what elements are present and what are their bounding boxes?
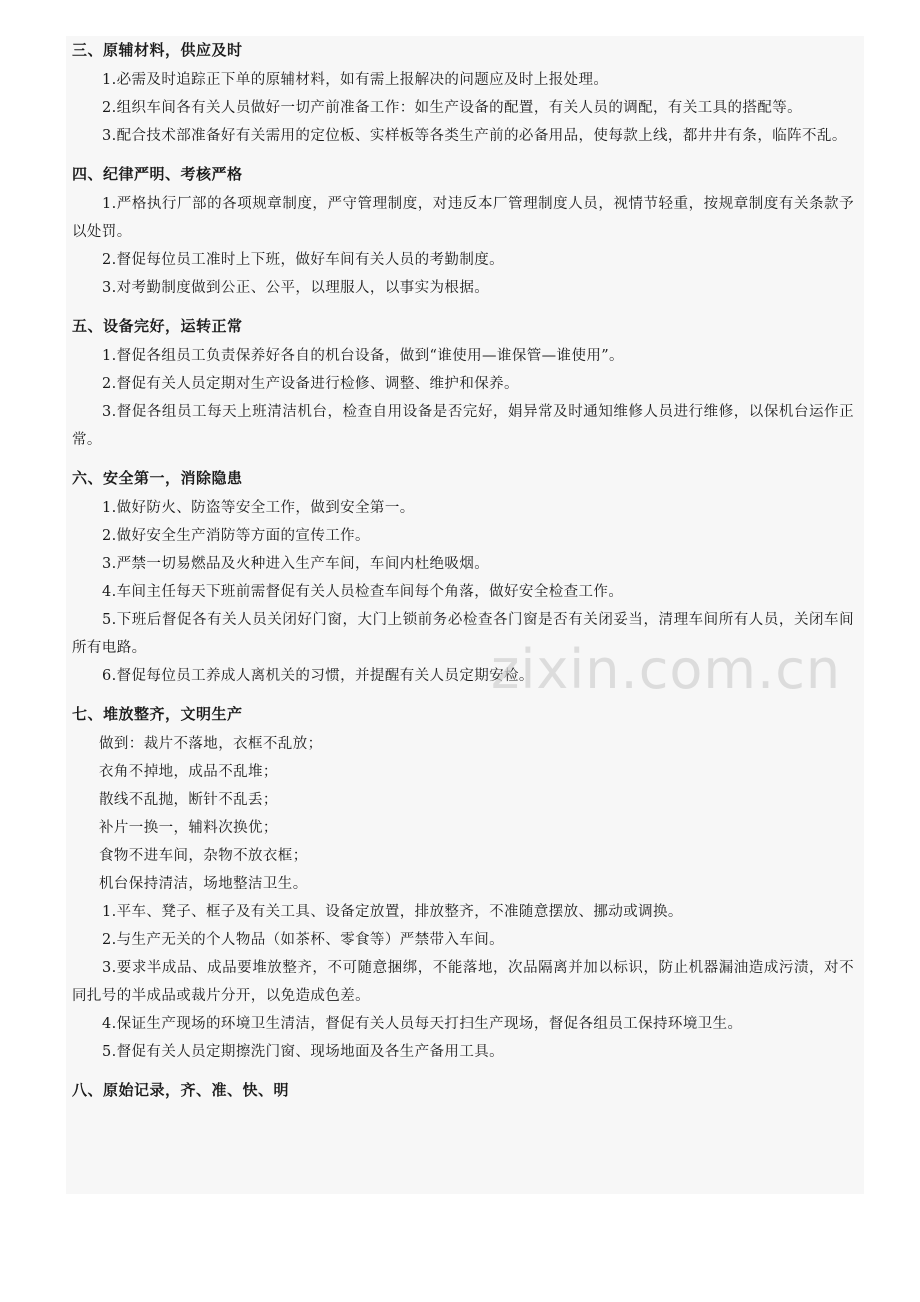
plain-line: 做到：裁片不落地，衣框不乱放； (99, 736, 323, 752)
paragraph: 2.组织车间各有关人员做好一切产前准备工作：如生产设备的配置，有关人员的调配，有关工具的搭配等。 (102, 100, 803, 116)
plain-line: 散线不乱抛，断针不乱丢； (99, 792, 278, 808)
document-page (66, 36, 864, 1194)
paragraph: 6.督促每位员工养成人离机关的习惯，并提醒有关人员定期安检。 (102, 668, 534, 684)
paragraph: 5.下班后督促各有关人员关闭好门窗，大门上锁前务必检查各门窗是否有关闭妥当，清理车间所有人员，关闭车间所有电路。 (72, 612, 854, 656)
paragraph: 3.要求半成品、成品要堆放整齐，不可随意捆绑，不能落地，次品隔离并加以标识，防止机器漏油造成污渍，对不同扎号的半成品或裁片分开，以免造成色差。 (72, 960, 854, 1004)
plain-line: 衣角不掉地，成品不乱堆； (99, 764, 278, 780)
paragraph: 3.对考勤制度做到公正、公平，以理服人，以事实为根据。 (102, 280, 490, 296)
paragraph: 4.车间主任每天下班前需督促有关人员检查车间每个角落，做好安全检查工作。 (102, 584, 624, 600)
paragraph: 1.平车、凳子、框子及有关工具、设备定放置，排放整齐，不准随意摆放、挪动或调换。 (102, 904, 683, 920)
paragraph: 2.督促有关人员定期对生产设备进行检修、调整、维护和保养。 (102, 376, 519, 392)
paragraph: 3.严禁一切易燃品及火种进入生产车间，车间内杜绝吸烟。 (102, 556, 490, 572)
plain-line: 机台保持清洁，场地整洁卫生。 (99, 876, 308, 892)
plain-line: 补片一换一，辅料次换优； (99, 820, 278, 836)
document-content (72, 40, 854, 1106)
paragraph: 4.保证生产现场的环境卫生清洁，督促有关人员每天打扫生产现场，督促各组员工保持环境卫生。 (102, 1016, 743, 1032)
paragraph: 1.必需及时追踪正下单的原辅材料，如有需上报解决的问题应及时上报处理。 (102, 72, 609, 88)
paragraph: 2.做好安全生产消防等方面的宣传工作。 (102, 528, 370, 544)
paragraph: 1.做好防火、防盗等安全工作，做到安全第一。 (102, 500, 415, 516)
section-heading: 七、堆放整齐，文明生产 (72, 705, 243, 723)
paragraph: 3.督促各组员工每天上班清洁机台，检查自用设备是否完好，娟异常及时通知维修人员进行维修，以保机台运作正常。 (72, 404, 854, 448)
section-heading: 六、安全第一，消除隐患 (72, 469, 243, 487)
section-4 (72, 164, 854, 302)
section-heading: 四、纪律严明、考核严格 (72, 165, 243, 183)
paragraph: 2.与生产无关的个人物品（如茶杯、零食等）严禁带入车间。 (102, 932, 505, 948)
section-5 (72, 316, 854, 454)
section-3 (72, 40, 854, 150)
plain-line: 食物不进车间，杂物不放衣框； (99, 848, 308, 864)
section-heading: 三、原辅材料，供应及时 (72, 41, 243, 59)
section-8 (72, 1080, 854, 1100)
paragraph: 1.严格执行厂部的各项规章制度，严守管理制度，对违反本厂管理制度人员，视情节轻重，按规章制度有关条款予以处罚。 (72, 196, 854, 240)
paragraph: 1.督促各组员工负责保养好各自的机台设备，做到“谁使用—谁保管—谁使用”。 (102, 348, 624, 364)
section-heading: 五、设备完好，运转正常 (72, 317, 243, 335)
paragraph: 3.配合技术部准备好有关需用的定位板、实样板等各类生产前的必备用品，使每款上线，都井井有条，临阵不乱。 (102, 128, 847, 144)
watermark: zixin.com.cn (491, 638, 842, 701)
paragraph: 2.督促每位员工准时上下班，做好车间有关人员的考勤制度。 (102, 252, 505, 268)
section-heading: 八、原始记录，齐、准、快、明 (72, 1081, 290, 1099)
paragraph: 5.督促有关人员定期擦洗门窗、现场地面及各生产备用工具。 (102, 1044, 505, 1060)
section-7 (72, 704, 854, 1066)
